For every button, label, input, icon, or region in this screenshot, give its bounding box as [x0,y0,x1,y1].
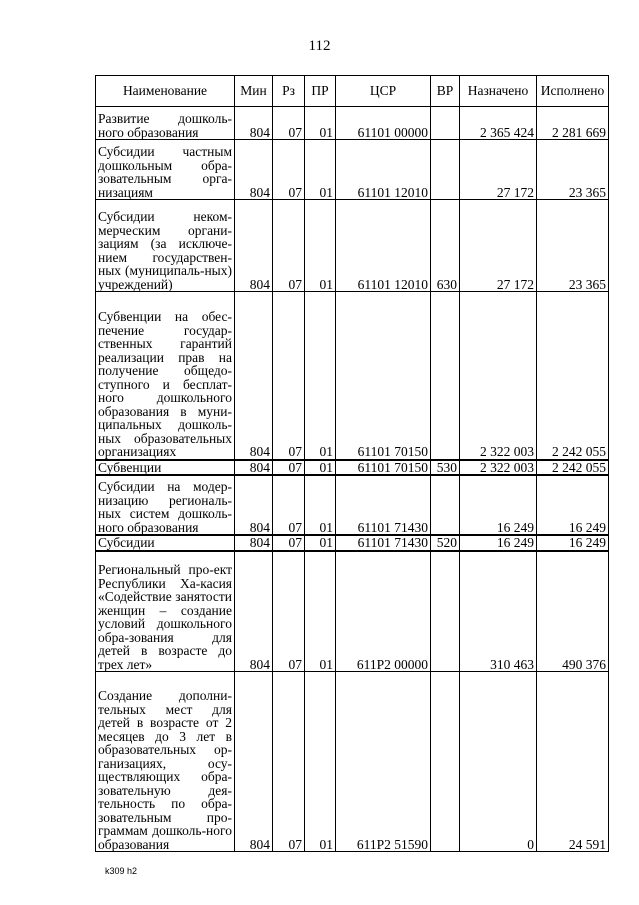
row-min: 804 [235,460,273,476]
row-min: 804 [235,200,273,292]
row-csr: 611P2 00000 [336,551,431,672]
row-name: Развитие дошколь-ного образования [96,107,235,140]
header-vr: ВР [431,76,460,107]
header-csr: ЦСР [336,76,431,107]
row-name: Субсидии частным дошкольным обра-зовательным орга-низациям [96,140,235,200]
row-name: Региональный про-ект Республики Ха-касия «Содействие занятости женщин – создание условий дошкольного обра-зования для детей в возрасте до трех лет» [96,551,235,672]
row-vr [431,292,460,460]
row-assigned: 27 172 [460,200,537,292]
row-min: 804 [235,551,273,672]
row-rz: 07 [273,460,305,476]
row-executed: 23 365 [537,200,609,292]
row-rz: 07 [273,292,305,460]
row-executed: 2 242 055 [537,460,609,476]
budget-table [95,75,609,852]
row-rz: 07 [273,140,305,200]
row-executed: 490 376 [537,551,609,672]
table-row [96,292,609,460]
footer-code: k309 h2 [105,866,138,876]
header-rz: Рз [273,76,305,107]
row-csr: 61101 12010 [336,140,431,200]
header-executed: Исполнено [537,76,609,107]
table-row [96,107,609,140]
page-number: 112 [308,38,331,54]
row-assigned: 310 463 [460,551,537,672]
table-row [96,475,609,535]
row-name: Субвенции на обес-печение государ-ственных гарантий реализации прав на получение общедо-ступного и бесплат-ного дошкольного образования в муни-ципальных дошколь-ных образовательных организациях [96,292,235,460]
row-csr: 61101 71430 [336,475,431,535]
table-row [96,551,609,672]
row-rz: 07 [273,200,305,292]
row-csr: 61101 70150 [336,460,431,476]
row-executed: 16 249 [537,535,609,551]
header-pr: ПР [305,76,336,107]
row-assigned: 0 [460,672,537,852]
row-assigned: 27 172 [460,140,537,200]
row-name: Создание дополни-тельных мест для детей в возрасте от 2 месяцев до 3 лет в образовательных ор-ганизациях, осу-ществляющих обра-зовательную дея-тельность по обра-зовательным про-граммам дошколь-ного образования [96,672,235,852]
row-pr: 01 [305,200,336,292]
table-row [96,672,609,852]
row-min: 804 [235,535,273,551]
table-row [96,200,609,292]
row-csr: 611P2 51590 [336,672,431,852]
row-vr: 630 [431,200,460,292]
row-vr [431,475,460,535]
row-min: 804 [235,672,273,852]
row-name: Субсидии на модер-низацию региональ-ных систем дошколь-ного образования [96,475,235,535]
row-vr: 530 [431,460,460,476]
row-executed: 24 591 [537,672,609,852]
row-min: 804 [235,107,273,140]
row-name: Субсидии неком-мерческим органи-зациям (за исключе-нием государствен-ных (муниципаль-ных) учреждений) [96,200,235,292]
row-csr: 61101 00000 [336,107,431,140]
header-assigned: Назначено [460,76,537,107]
row-assigned: 16 249 [460,475,537,535]
row-rz: 07 [273,107,305,140]
row-name: Субвенции [96,460,235,476]
row-assigned: 2 322 003 [460,460,537,476]
row-min: 804 [235,140,273,200]
row-vr [431,107,460,140]
row-pr: 01 [305,292,336,460]
row-pr: 01 [305,551,336,672]
row-csr: 61101 71430 [336,535,431,551]
header-name: Наименование [96,76,235,107]
row-pr: 01 [305,460,336,476]
header-min: Мин [235,76,273,107]
row-assigned: 2 322 003 [460,292,537,460]
row-min: 804 [235,475,273,535]
row-rz: 07 [273,535,305,551]
table-row [96,535,609,551]
row-vr: 520 [431,535,460,551]
row-executed: 2 281 669 [537,107,609,140]
row-executed: 2 242 055 [537,292,609,460]
table-row [96,140,609,200]
row-vr [431,140,460,200]
row-vr [431,672,460,852]
row-executed: 16 249 [537,475,609,535]
row-pr: 01 [305,672,336,852]
row-pr: 01 [305,107,336,140]
row-rz: 07 [273,551,305,672]
row-pr: 01 [305,140,336,200]
row-csr: 61101 70150 [336,292,431,460]
row-rz: 07 [273,475,305,535]
header-row [96,76,609,107]
row-pr: 01 [305,535,336,551]
row-assigned: 2 365 424 [460,107,537,140]
row-min: 804 [235,292,273,460]
row-assigned: 16 249 [460,535,537,551]
row-vr [431,551,460,672]
row-rz: 07 [273,672,305,852]
row-csr: 61101 12010 [336,200,431,292]
table-row [96,460,609,476]
row-name: Субсидии [96,535,235,551]
row-pr: 01 [305,475,336,535]
row-executed: 23 365 [537,140,609,200]
